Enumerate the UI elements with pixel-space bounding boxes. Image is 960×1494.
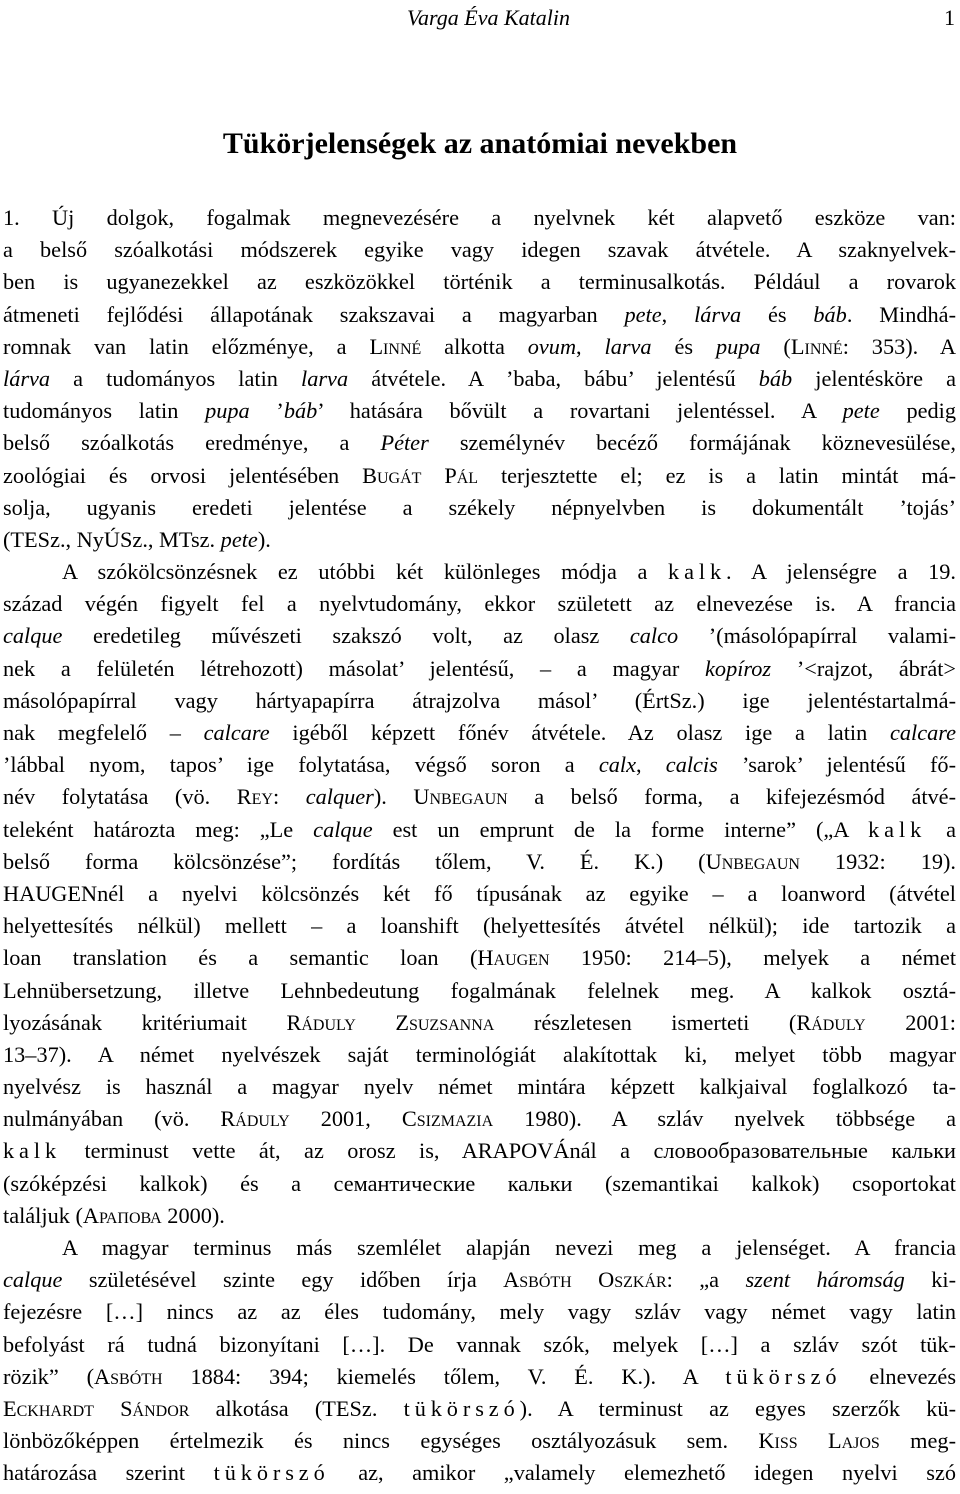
text-line: romnak van latin előzménye, a Linné alkotta ovum, larva és pupa (Linné: 353). A: [3, 333, 957, 359]
page-number: 1: [944, 5, 955, 30]
text-line: A szókölcsönzésnek ez utóbbi két különleges módja a kalk. A jelenségre a 19.: [62, 559, 956, 585]
text-line: határozása szerint tükörszó az, amikor „valamely elemezhető idegen nyelvi szó: [3, 1460, 956, 1486]
text-line: A magyar terminus más szemlélet alapján nevezi meg a jelenséget. A francia: [62, 1235, 956, 1260]
text-line: ben is ugyanezekkel az eszközökkel történik a terminusalkotás. Például a rovarok: [3, 269, 956, 295]
text-line: (szóképzési kalkok) és a семантические кальки (szemantikai kalkok) csoportokat: [3, 1170, 956, 1196]
text-line: másolópapírral vagy hártyapapírra átrajzolva másol’ (ÉrtSz.) ige jelentéstartalmá-: [3, 687, 956, 713]
text-line: Eckhardt Sándor alkotása (TESz. tükörszó). A terminust az egyes szerzők kü-: [3, 1395, 956, 1421]
text-line: 1. Új dolgok, fogalmak megnevezésére a nyelvnek két alapvető eszköze van:: [3, 205, 956, 230]
text-line: belső forma kölcsönzése”; fordítás tőlem, V. É. K.) (Unbegaun 1932: 19).: [3, 848, 956, 874]
text-line: calque eredetileg művészeti szakszó volt, az olasz calco ’(másolópapírral valami-: [3, 623, 957, 649]
text-line: század végén figyelt fel a nyelvtudomány, ekkor született az elnevezése is. A francia: [3, 591, 956, 617]
text-line: HAUGENnél a nyelvi kölcsönzés két fő típusának az egyike – a loanword (átvétel: [3, 880, 956, 906]
text-line: fejezésre […] nincs az az éles tudomány, mely vagy szláv vagy német vagy latin: [3, 1299, 956, 1325]
text-line: befolyást rá tudná bizonyítani […]. De vannak szók, melyek […] a szláv szót tük-: [3, 1331, 956, 1357]
text-line: nyelvész is használ a magyar nyelv német mintára képzett kalkjaival foglalkozó ta-: [3, 1074, 956, 1100]
article-body: [3, 202, 956, 1490]
text-line: ’lábbal nyom, tapos’ ige folytatása, végső soron a calx, calcis ’sarok’ jelentésű fő-: [3, 752, 956, 778]
text-line: rözik” (Asbóth 1884: 394; kiemelés tőlem, V. É. K.). A tükörszó elnevezés: [3, 1363, 956, 1389]
article-title: Tükörjelenségek az anatómiai nevekben: [222, 127, 738, 160]
running-header: [0, 3, 960, 33]
text-line: calque születésével szinte egy időben írja Asbóth Oszkár: „a szent háromság ki-: [3, 1267, 957, 1293]
text-line: lyozásának kritériumait Ráduly Zsuzsanna részletesen ismerteti (Ráduly 2001:: [3, 1009, 956, 1035]
text-line: nulmányában (vö. Ráduly 2001, Csizmazia 1980). A szláv nyelvek többsége a: [3, 1106, 956, 1132]
text-line: nak megfelelő – calcare igéből képzett főnév átvétele. Az olasz ige a latin calcare: [3, 720, 956, 745]
text-line: név folytatása (vö. Rey: calquer). Unbegaun a belső forma, a kifejezésmód átvé-: [3, 784, 956, 810]
text-line: teleként határozta meg: „Le calque est un emprunt de la forme interne” („A kalk a: [3, 816, 957, 842]
text-line: lárva a tudományos latin larva átvétele. A ’baba, bábu’ jelentésű báb jelentésköre a: [3, 365, 956, 391]
text-line: a belső szóalkotási módszerek egyike vagy idegen szavak átvétele. A szaknyelvek-: [3, 237, 956, 263]
text-line: zoológiai és orvosi jelentésében Bugát Pál terjesztette el; ez is a latin mintát má-: [3, 462, 956, 488]
text-line: belső szóalkotás eredménye, a Péter személynév becéző formájának köznevesülése,: [3, 430, 957, 456]
text-line: átmeneti fejlődési állapotának szakszavai a magyarban pete, lárva és báb. Mindhá-: [3, 301, 956, 327]
text-line: solja, ugyanis eredeti jelentése a székely népnyelvben is dokumentált ’tojás’: [3, 494, 956, 520]
text-line: Lehnübersetzung, illetve Lehnbedeutung fogalmának felelnek meg. A kalkok osztá-: [3, 977, 956, 1003]
text-line: 13–37). A német nyelvészek saját terminológiát alakítottak ki, melyet több magyar: [3, 1041, 956, 1067]
text-line: tudományos latin pupa ’báb’ hatására bővült a rovartani jelentéssel. A pete pedig: [3, 398, 956, 424]
text-line: nek a felületén létrehozott) másolat’ jelentésű, – a magyar kopíroz ’<rajzot, ábrát>: [3, 655, 956, 681]
text-line: kalk terminust vette át, az orosz is, ARAPOVÁnál a словообразовательные кальки: [3, 1138, 956, 1164]
text-line: lönbözőképpen értelmezik és nincs egységes osztályozásuk sem. Kiss Lajos meg-: [3, 1428, 957, 1454]
text-line: loan translation és a semantic loan (Haugen 1950: 214–5), melyek a német: [3, 945, 957, 971]
text-line: (TESz., NyÚSz., MTsz. pete).: [3, 526, 271, 552]
running-header-author: Varga Éva Katalin: [407, 5, 570, 30]
text-line: találjuk (Арапова 2000).: [3, 1202, 225, 1228]
text-line: helyettesítés nélkül) mellett – a loanshift (helyettesítés átvétel nélkül); ide tartozik a: [3, 913, 956, 939]
